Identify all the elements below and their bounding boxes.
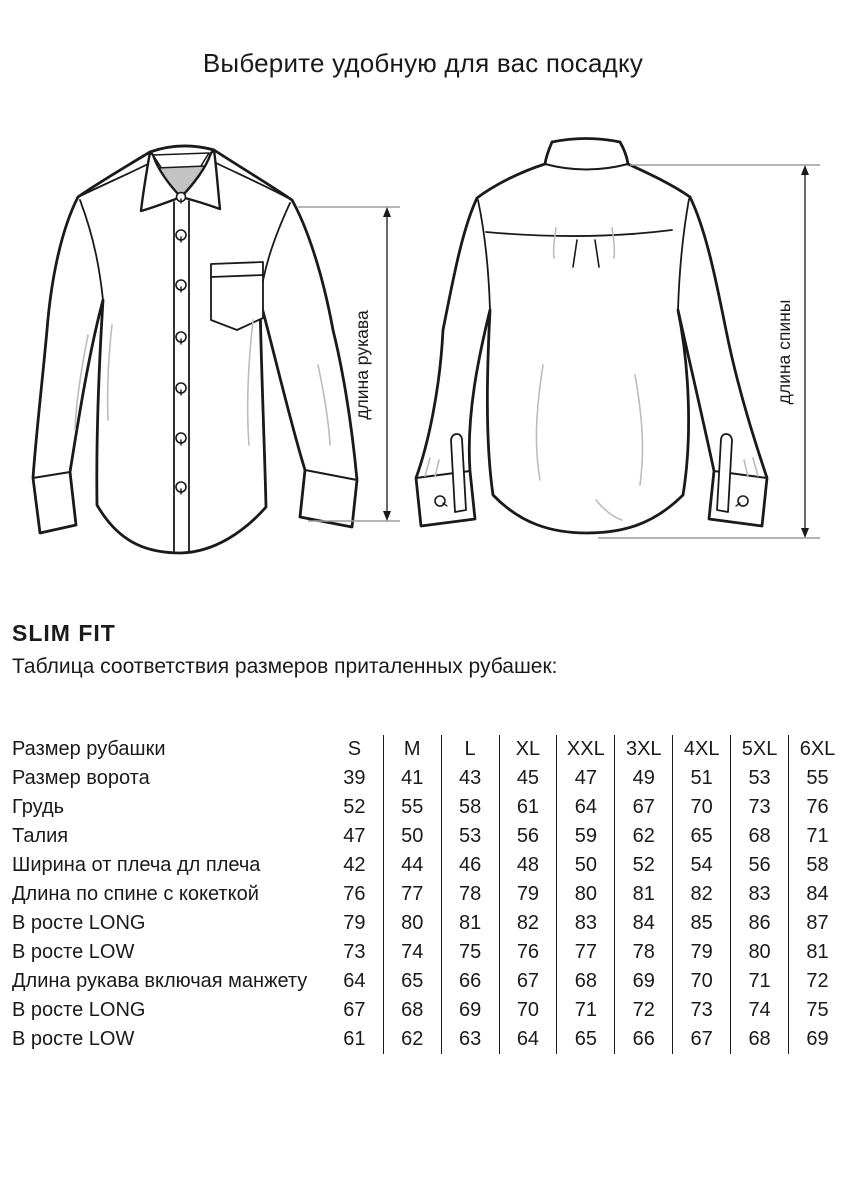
value-cell: 83 (731, 880, 789, 909)
value-cell: 75 (789, 996, 846, 1025)
value-cell: 42 (343, 854, 366, 876)
value-cell: 54 (673, 851, 731, 880)
value-cell: 87 (789, 909, 846, 938)
row-label: Грудь (12, 796, 65, 818)
value-cell: 69 (789, 1025, 846, 1054)
value-cell: 66 (615, 1025, 673, 1054)
back-shirt-drawing (416, 139, 767, 534)
value-cell: 53 (441, 822, 499, 851)
row-label: Длина по спине с кокеткой (12, 883, 259, 905)
value-cell: 72 (615, 996, 673, 1025)
row-label: Ширина от плеча дл плеча (12, 854, 261, 876)
size-header-cell: S (347, 738, 362, 760)
table-row (12, 880, 846, 909)
value-cell: 63 (441, 1025, 499, 1054)
value-cell: 71 (789, 822, 846, 851)
value-cell: 70 (673, 967, 731, 996)
value-cell: 85 (673, 909, 731, 938)
fit-heading: SLIM FIT (12, 620, 116, 646)
value-cell: 81 (615, 880, 673, 909)
table-row (12, 967, 846, 996)
value-cell: 52 (615, 851, 673, 880)
value-cell: 55 (789, 764, 846, 793)
row-label: Талия (12, 825, 69, 847)
value-cell: 62 (383, 1025, 441, 1054)
size-header-cell: M (383, 735, 441, 764)
value-cell: 69 (615, 967, 673, 996)
value-cell: 65 (557, 1025, 615, 1054)
row-label: В росте LONG (12, 912, 146, 934)
value-cell: 75 (441, 938, 499, 967)
size-table (12, 735, 846, 1054)
value-cell: 84 (615, 909, 673, 938)
value-cell: 77 (557, 938, 615, 967)
shirt-measurement-diagram (0, 130, 846, 580)
value-cell: 80 (557, 880, 615, 909)
value-cell: 66 (441, 967, 499, 996)
value-cell: 64 (499, 1025, 557, 1054)
value-cell: 46 (441, 851, 499, 880)
row-label: Размер ворота (12, 767, 150, 789)
value-cell: 47 (557, 764, 615, 793)
value-cell: 82 (499, 909, 557, 938)
value-cell: 79 (343, 912, 366, 934)
size-header-cell: XL (499, 735, 557, 764)
table-row (12, 938, 846, 967)
table-row (12, 851, 846, 880)
value-cell: 55 (383, 793, 441, 822)
value-cell: 80 (383, 909, 441, 938)
value-cell: 58 (789, 851, 846, 880)
value-cell: 61 (343, 1028, 366, 1050)
sleeve-length-label: длина рукава (352, 310, 372, 420)
table-row (12, 909, 846, 938)
value-cell: 68 (731, 1025, 789, 1054)
value-cell: 68 (557, 967, 615, 996)
value-cell: 77 (383, 880, 441, 909)
value-cell: 74 (731, 996, 789, 1025)
size-header-cell: 5XL (731, 735, 789, 764)
value-cell: 50 (557, 851, 615, 880)
value-cell: 62 (615, 822, 673, 851)
value-cell: 80 (731, 938, 789, 967)
value-cell: 76 (343, 883, 366, 905)
table-header-row (12, 735, 846, 764)
table-row (12, 764, 846, 793)
row-label: В росте LOW (12, 1028, 135, 1050)
value-cell: 64 (557, 793, 615, 822)
value-cell: 76 (499, 938, 557, 967)
size-header-cell: 3XL (615, 735, 673, 764)
page-title: Выберите удобную для вас посадку (202, 48, 644, 78)
fit-subtitle: Таблица соответствия размеров приталенных рубашек: (12, 655, 558, 678)
value-cell: 71 (731, 967, 789, 996)
value-cell: 67 (615, 793, 673, 822)
row-label: В росте LONG (12, 999, 146, 1021)
value-cell: 67 (343, 999, 366, 1021)
value-cell: 73 (673, 996, 731, 1025)
value-cell: 86 (731, 909, 789, 938)
table-row (12, 1025, 846, 1054)
value-cell: 79 (499, 880, 557, 909)
value-cell: 45 (499, 764, 557, 793)
value-cell: 78 (615, 938, 673, 967)
value-cell: 47 (343, 825, 366, 847)
row-label: Длина рукава включая манжету (12, 970, 308, 992)
size-header-cell: XXL (557, 735, 615, 764)
value-cell: 61 (499, 793, 557, 822)
value-cell: 65 (383, 967, 441, 996)
value-cell: 39 (343, 767, 366, 789)
value-cell: 52 (343, 796, 366, 818)
value-cell: 76 (789, 793, 846, 822)
value-cell: 81 (789, 938, 846, 967)
size-header-cell: 4XL (673, 735, 731, 764)
value-cell: 72 (789, 967, 846, 996)
value-cell: 59 (557, 822, 615, 851)
size-table-body (12, 735, 846, 1054)
value-cell: 74 (383, 938, 441, 967)
value-cell: 43 (441, 764, 499, 793)
row-label: Размер рубашки (12, 738, 166, 760)
value-cell: 56 (499, 822, 557, 851)
value-cell: 73 (343, 941, 366, 963)
value-cell: 68 (731, 822, 789, 851)
value-cell: 51 (673, 764, 731, 793)
value-cell: 67 (673, 1025, 731, 1054)
value-cell: 71 (557, 996, 615, 1025)
chest-pocket (211, 262, 263, 330)
value-cell: 48 (499, 851, 557, 880)
value-cell: 44 (383, 851, 441, 880)
value-cell: 69 (441, 996, 499, 1025)
row-label: В росте LOW (12, 941, 135, 963)
size-header-cell: 6XL (789, 735, 846, 764)
value-cell: 68 (383, 996, 441, 1025)
value-cell: 81 (441, 909, 499, 938)
value-cell: 56 (731, 851, 789, 880)
value-cell: 79 (673, 938, 731, 967)
value-cell: 50 (383, 822, 441, 851)
table-row (12, 822, 846, 851)
back-length-label: длина спины (774, 299, 794, 405)
value-cell: 82 (673, 880, 731, 909)
size-header-cell: L (441, 735, 499, 764)
table-row (12, 793, 846, 822)
value-cell: 49 (615, 764, 673, 793)
value-cell: 78 (441, 880, 499, 909)
table-row (12, 996, 846, 1025)
value-cell: 83 (557, 909, 615, 938)
value-cell: 58 (441, 793, 499, 822)
value-cell: 73 (731, 793, 789, 822)
value-cell: 64 (343, 970, 366, 992)
value-cell: 70 (499, 996, 557, 1025)
value-cell: 84 (789, 880, 846, 909)
value-cell: 65 (673, 822, 731, 851)
value-cell: 53 (731, 764, 789, 793)
value-cell: 67 (499, 967, 557, 996)
value-cell: 41 (383, 764, 441, 793)
value-cell: 70 (673, 793, 731, 822)
